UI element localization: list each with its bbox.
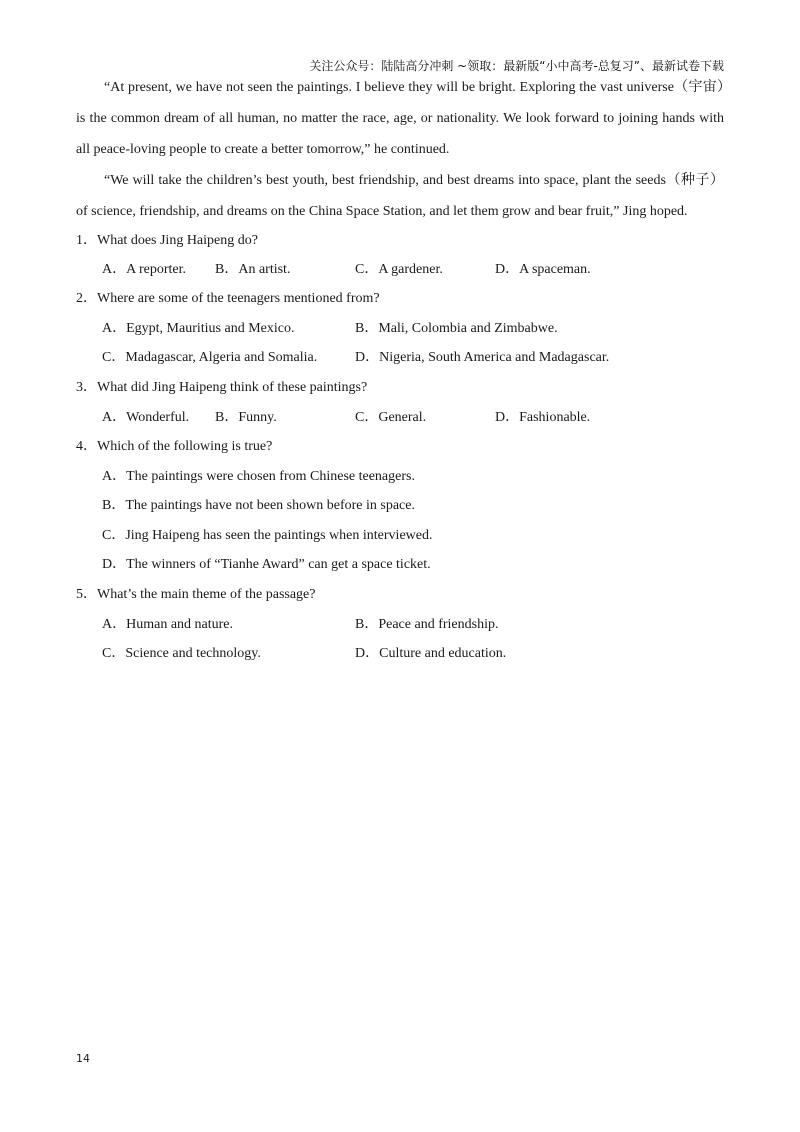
q5-option-a: A．Human and nature. [102, 617, 234, 632]
question-4-stem: 4．Which of the following is true? [76, 439, 273, 454]
q4-option-a: A．The paintings were chosen from Chinese teenagers. [102, 469, 415, 484]
q5-option-c: C．Science and technology. [102, 646, 261, 661]
q4-option-d: D．The winners of “Tianhe Award” can get a space ticket. [102, 557, 431, 572]
question-5-stem: 5．What’s the main theme of the passage? [76, 587, 316, 602]
q1-option-c: C．A gardener. [355, 262, 443, 277]
q2-option-c: C．Madagascar, Algeria and Somalia. [102, 350, 318, 365]
question-3-stem: 3．What did Jing Haipeng think of these paintings? [76, 380, 368, 395]
passage-paragraph: “At present, we have not seen the paintings. I believe they will be bright. Exploring the vast universe（宇宙）is the common dream of all human, no matter the race, age, or nationality. We look forward to joining hands with all peace-loving people to create a better tomorrow,” he continued. [76, 80, 724, 157]
q3-option-a: A．Wonderful. [102, 410, 190, 425]
q4-option-c: C．Jing Haipeng has seen the paintings when interviewed. [102, 528, 433, 543]
q3-option-d: D．Fashionable. [495, 410, 591, 425]
passage-paragraph: “We will take the children’s best youth, best friendship, and best dreams into space, plant the seeds（种子）of science, friendship, and dreams on the China Space Station, and let them grow and bear fruit,” Jing hoped. [76, 173, 724, 219]
q1-option-d: D．A spaceman. [495, 262, 591, 277]
q1-option-a: A．A reporter. [102, 262, 186, 277]
q5-option-b: B．Peace and friendship. [355, 617, 499, 632]
q2-option-a: A．Egypt, Mauritius and Mexico. [102, 321, 295, 336]
question-2-stem: 2．Where are some of the teenagers mentioned from? [76, 291, 380, 306]
q4-option-b: B．The paintings have not been shown before in space. [102, 498, 415, 513]
q3-option-c: C．General. [355, 410, 427, 425]
q3-option-b: B．Funny. [215, 410, 277, 425]
q2-option-b: B．Mali, Colombia and Zimbabwe. [355, 321, 558, 336]
page-number: 14 [76, 1052, 90, 1065]
q2-option-d: D．Nigeria, South America and Madagascar. [355, 350, 610, 365]
q1-option-b: B．An artist. [215, 262, 291, 277]
q5-option-d: D．Culture and education. [355, 646, 507, 661]
question-1-stem: 1．What does Jing Haipeng do? [76, 233, 258, 248]
page-header: 关注公众号：陆陆高分冲刺 ~领取：最新版“小中高考-总复习”、最新试卷下载 [309, 59, 724, 73]
